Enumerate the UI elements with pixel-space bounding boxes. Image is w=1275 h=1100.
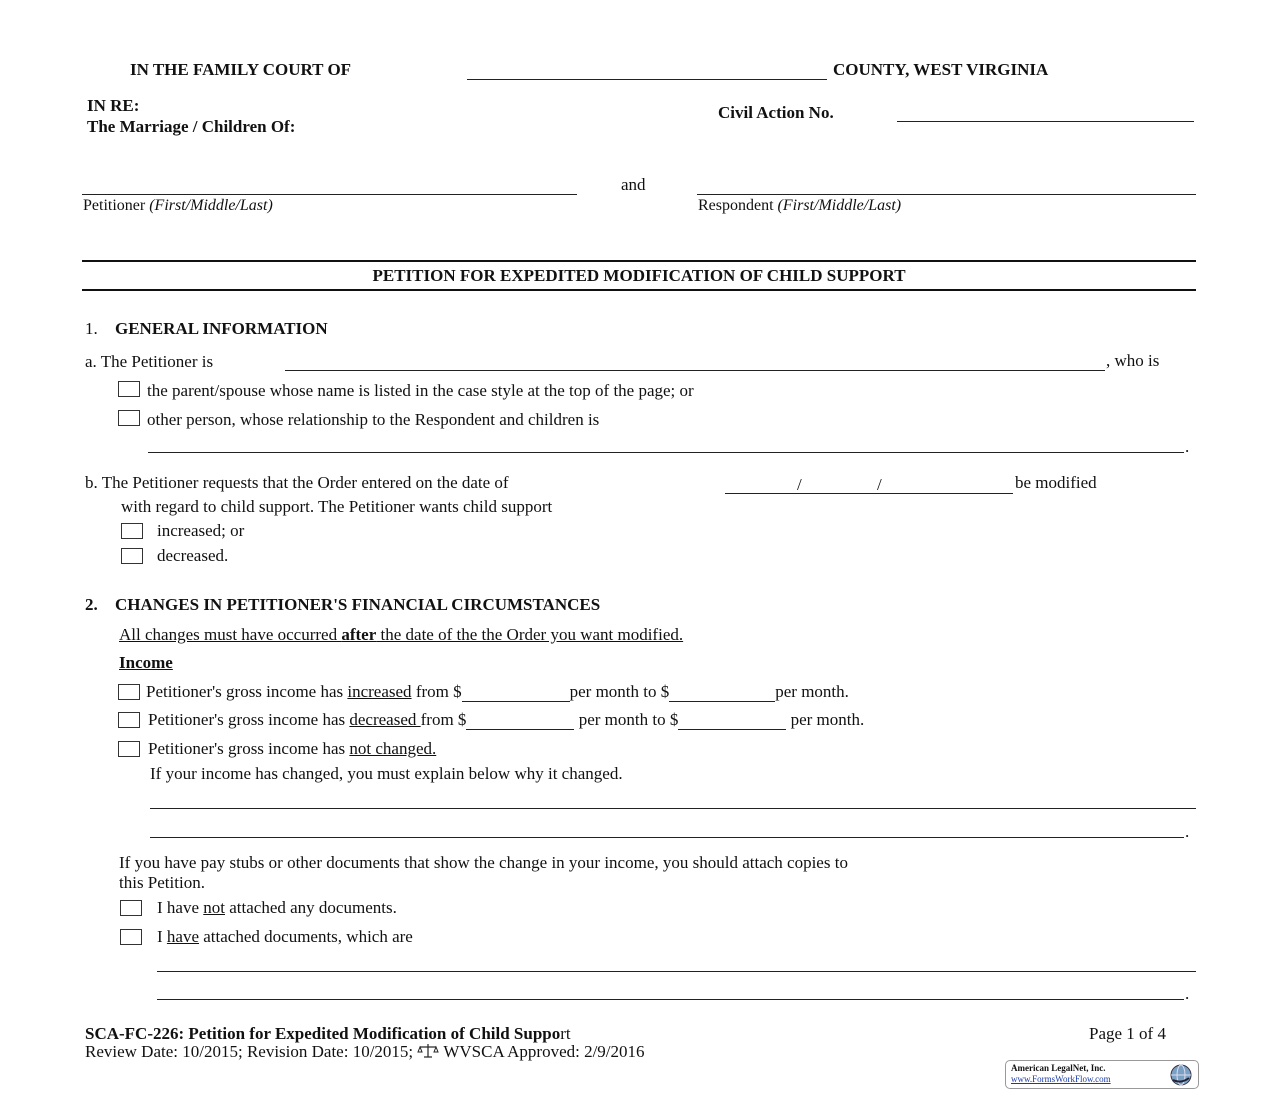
order-date-label: b. The Petitioner requests that the Order entered on the date of bbox=[85, 473, 509, 492]
relationship-field[interactable] bbox=[148, 452, 1184, 453]
documents-field-2[interactable] bbox=[157, 999, 1184, 1000]
checkbox-increased[interactable] bbox=[121, 523, 143, 539]
checkbox-attached[interactable] bbox=[120, 929, 142, 945]
explain-field-1[interactable] bbox=[150, 808, 1196, 809]
checkbox-income-decreased[interactable] bbox=[118, 712, 140, 728]
date-slash-1: / bbox=[797, 475, 802, 494]
option-parent-spouse: the parent/spouse whose name is listed in the case style at the top of the page; or bbox=[147, 381, 694, 400]
increased-to-amount[interactable] bbox=[669, 685, 775, 702]
globe-icon bbox=[1169, 1063, 1193, 1087]
order-date-field[interactable] bbox=[725, 493, 1013, 494]
legalnet-url[interactable]: www.FormsWorkFlow.com bbox=[1011, 1074, 1111, 1084]
title-rule-top bbox=[82, 260, 1196, 262]
page-title: PETITION FOR EXPEDITED MODIFICATION OF CHILD SUPPORT bbox=[372, 266, 906, 285]
decreased-to-amount[interactable] bbox=[678, 713, 786, 730]
date-slash-2: / bbox=[877, 475, 882, 494]
relationship-period: . bbox=[1185, 437, 1190, 456]
explain-label: If your income has changed, you must explain below why it changed. bbox=[150, 764, 623, 783]
legalnet-badge[interactable] bbox=[1005, 1060, 1199, 1089]
legalnet-name: American LegalNet, Inc. bbox=[1011, 1063, 1106, 1073]
petitioner-name-field[interactable] bbox=[82, 194, 577, 195]
civil-action-field[interactable] bbox=[897, 121, 1194, 122]
scales-icon bbox=[417, 1043, 439, 1059]
option-other-person: other person, whose relationship to the Respondent and children is bbox=[147, 410, 600, 429]
marriage-of-label: The Marriage / Children Of: bbox=[87, 117, 296, 136]
pay-stubs-line-1: If you have pay stubs or other documents that show the change in your income, you should attach copies to bbox=[119, 853, 848, 872]
documents-period: . bbox=[1185, 984, 1190, 1003]
section1-number: 1. bbox=[85, 319, 98, 338]
checkbox-parent-spouse[interactable] bbox=[118, 381, 140, 397]
who-is-label: , who is bbox=[1106, 351, 1160, 370]
option-increased: increased; or bbox=[157, 521, 245, 540]
county-name-field[interactable] bbox=[467, 79, 827, 80]
court-suffix: COUNTY, WEST VIRGINIA bbox=[833, 60, 1049, 79]
petitioner-is-field[interactable] bbox=[285, 370, 1105, 371]
court-prefix: IN THE FAMILY COURT OF bbox=[130, 60, 352, 79]
increased-from-amount[interactable] bbox=[462, 685, 570, 702]
income-decreased-row: Petitioner's gross income has decreased from $ per month to $ per month. bbox=[148, 710, 865, 729]
income-heading: Income bbox=[119, 653, 173, 672]
explain-period: . bbox=[1185, 822, 1190, 841]
section2-heading: CHANGES IN PETITIONER'S FINANCIAL CIRCUMSTANCES bbox=[115, 595, 601, 614]
income-not-changed-row: Petitioner's gross income has not changed. bbox=[148, 739, 437, 758]
respondent-name-field[interactable] bbox=[697, 194, 1196, 195]
income-increased-row: Petitioner's gross income has increased from $ per month to $ per month. bbox=[146, 682, 849, 701]
be-modified-label: be modified bbox=[1015, 473, 1097, 492]
footer-page-number: Page 1 of 4 bbox=[1089, 1024, 1166, 1043]
decreased-from-amount[interactable] bbox=[466, 713, 574, 730]
section2-number: 2. bbox=[85, 595, 98, 614]
footer-dates: Review Date: 10/2015; Revision Date: 10/2015; WVSCA Approved: 2/9/2016 bbox=[85, 1042, 645, 1061]
not-attached-label: I have not attached any documents. bbox=[157, 898, 397, 917]
checkbox-income-not-changed[interactable] bbox=[118, 741, 140, 757]
checkbox-decreased[interactable] bbox=[121, 548, 143, 564]
petitioner-caption: Petitioner (First/Middle/Last) bbox=[83, 197, 273, 214]
checkbox-not-attached[interactable] bbox=[120, 900, 142, 916]
civil-action-label: Civil Action No. bbox=[718, 103, 834, 122]
child-support-label: with regard to child support. The Petitioner wants child support bbox=[121, 497, 553, 516]
section1-heading: GENERAL INFORMATION bbox=[115, 319, 328, 338]
option-decreased: decreased. bbox=[157, 546, 229, 565]
changes-note: All changes must have occurred after the date of the the Order you want modified. bbox=[119, 625, 684, 644]
and-label: and bbox=[621, 175, 646, 194]
checkbox-income-increased[interactable] bbox=[118, 684, 140, 700]
explain-field-2[interactable] bbox=[150, 837, 1184, 838]
petitioner-is-label: a. The Petitioner is bbox=[85, 352, 214, 371]
title-rule-bottom bbox=[82, 289, 1196, 291]
documents-field-1[interactable] bbox=[157, 971, 1196, 972]
footer-form-title: SCA-FC-226: Petition for Expedited Modification of Child Support bbox=[85, 1024, 571, 1043]
checkbox-other-person[interactable] bbox=[118, 410, 140, 426]
respondent-caption: Respondent (First/Middle/Last) bbox=[698, 197, 902, 214]
in-re-label: IN RE: bbox=[87, 96, 140, 115]
attached-label: I have attached documents, which are bbox=[157, 927, 413, 946]
pay-stubs-line-2: this Petition. bbox=[119, 873, 205, 892]
